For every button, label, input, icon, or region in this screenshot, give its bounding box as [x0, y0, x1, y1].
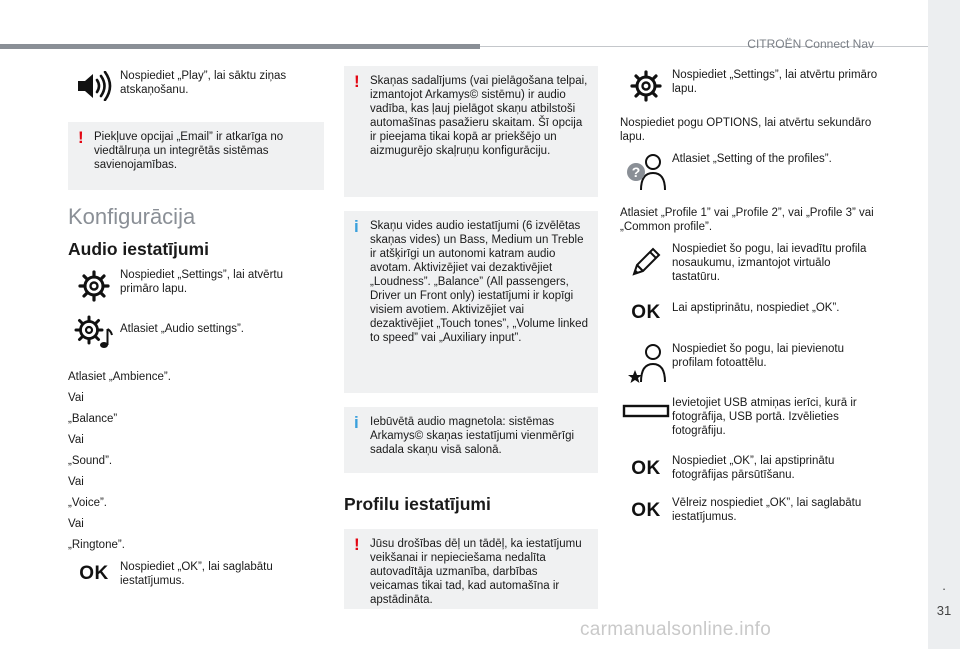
ok-save-text: Nospiediet „OK”, lai saglabātu iestatījumus. — [120, 561, 273, 587]
ok-icon: OK — [631, 302, 661, 323]
audio-settings-row — [68, 312, 324, 356]
ok-photo-row — [620, 454, 878, 496]
arkamys-text: Iebūvētā audio magnetola: sistēmas Arkamys© skaņas iestatījumi vienmērīgi sadala skaņu visā salonā. — [370, 416, 575, 456]
ok-confirm-text: Lai apstiprinātu, nospiediet „OK”. — [672, 302, 840, 314]
speaker-icon — [68, 66, 120, 106]
options-text: Nospiediet pogu OPTIONS, lai atvērtu sekundāro lapu. — [620, 117, 872, 143]
ok-save-again-text: Vēlreiz nospiediet „OK”, lai saglabātu iestatījumus. — [672, 497, 862, 523]
profile-choice-text: Atlasiet „Profile 1” vai „Profile 2”, vai „Profile 3” vai „Common profile”. — [620, 207, 874, 233]
settings-text-2: Nospiediet „Settings”, lai atvērtu primāro lapu. — [672, 69, 878, 95]
or-text-2: Vai — [68, 434, 84, 446]
info-icon: i — [354, 217, 359, 236]
sound-vibes-text: Skaņu vides audio iestatījumi (6 izvēlētas skaņas vides) un Bass, Medium un Treble ir atšķirīgi un autonomi katram audio avotam. Aktivizējiet vai dezaktivējiet „Loudness”. „Balance” (All passengers, Driver un Front only) iestatījumi ir kopīgi visiem avotiem. Aktivizējiet vai dezaktivējiet „Touch tones”, „Volume linked to speed” vai „Auxiliary input”. — [370, 220, 588, 344]
play-text: Nospiediet „Play”, lai sāktu ziņas atskaņošanu. — [120, 70, 287, 96]
profile-question-icon — [620, 152, 672, 192]
photo-text: Nospiediet šo pogu, lai pievienotu profilam fotoattēlu. — [672, 343, 844, 369]
header-bar-dark — [0, 44, 480, 49]
warning-icon: ! — [354, 535, 360, 554]
ok-confirm-row — [620, 298, 878, 340]
ok-photo-text: Nospiediet „OK”, lai apstiprinātu fotogrāfijas pārsūtīšanu. — [672, 455, 835, 481]
sound-vibes-info-box — [344, 211, 598, 393]
profiles-select-row — [620, 152, 878, 196]
play-row — [68, 66, 324, 110]
ok-save-row — [68, 560, 324, 588]
safety-warning-text: Jūsu drošības dēļ un tādēļ, ka iestatījumu veikšanai ir nepieciešama nedalīta autovadītāja uzmanība, darbības veicamas tikai tad, kad automašīna ir apstādināta. — [370, 538, 582, 606]
sound-text: „Sound”. — [68, 455, 113, 467]
ok-save-again-row — [620, 496, 878, 538]
warning-icon: ! — [354, 72, 360, 91]
settings-text: Nospiediet „Settings”, lai atvērtu primāro lapu. — [120, 269, 283, 295]
column-2 — [344, 66, 598, 609]
section-title: Konfigurācija — [68, 204, 196, 229]
usb-bar-icon — [620, 396, 672, 426]
ok-icon: OK — [631, 500, 661, 521]
pencil-icon — [620, 242, 672, 282]
page-dot: . — [942, 578, 946, 593]
profile-star-icon — [620, 340, 672, 386]
audio-settings-text: Atlasiet „Audio settings”. — [120, 323, 245, 335]
email-warning-box — [68, 122, 324, 190]
pencil-row — [620, 242, 878, 298]
voice-text: „Voice”. — [68, 497, 107, 509]
arkamys-info-box — [344, 407, 598, 473]
side-strip — [928, 0, 960, 649]
profiles-select-text: Atlasiet „Setting of the profiles”. — [672, 153, 832, 165]
ringtone-text: „Ringtone”. — [68, 539, 125, 551]
or-text-3: Vai — [68, 476, 84, 488]
svg-text:?: ? — [631, 164, 641, 180]
header-title: CITROËN Connect Nav — [747, 37, 874, 51]
column-3 — [620, 66, 878, 538]
settings-row-2 — [620, 66, 878, 108]
or-text-1: Vai — [68, 392, 84, 404]
info-icon: i — [354, 413, 359, 432]
usb-row — [620, 396, 878, 454]
audio-settings-title: Audio iestatījumi — [68, 239, 209, 259]
or-text-4: Vai — [68, 518, 84, 530]
safety-warning-box — [344, 529, 598, 609]
page-number: 31 — [936, 603, 952, 618]
gear-icon — [68, 266, 120, 306]
ok-icon: OK — [631, 458, 661, 479]
pencil-text: Nospiediet šo pogu, lai ievadītu profila nosaukumu, izmantojot virtuālo tastatūru. — [672, 243, 867, 283]
balance-text: „Balance” — [68, 413, 118, 425]
profiles-settings-title: Profilu iestatījumi — [344, 494, 491, 514]
photo-row — [620, 340, 878, 394]
email-warning-text: Piekļuve opcijai „Email” ir atkarīga no viedtālruņa un integrētās sistēmas savienojamības. — [94, 131, 284, 171]
settings-row — [68, 266, 324, 310]
sound-distribution-text: Skaņas sadalījums (vai pielāgošana telpai, izmantojot Arkamys© sistēmu) ir audio vadība, kas ļauj pielāgot skaņu atbilstoši automašīnas pasažieru skaitam. Šī opcija ir pieejama tikai kopā ar priekšējo un aizmugurējo skaļruņu konfigurāciju. — [370, 75, 588, 157]
watermark: carmanualsonline.info — [580, 619, 772, 640]
sound-distribution-warning-box — [344, 66, 598, 197]
column-1 — [68, 66, 324, 588]
gear-music-note-icon — [68, 312, 120, 352]
warning-icon: ! — [78, 128, 84, 147]
ok-icon: OK — [79, 563, 109, 584]
usb-text: Ievietojiet USB atmiņas ierīci, kurā ir fotogrāfija, USB portā. Izvēlieties fotogrāfiju. — [672, 397, 857, 437]
gear-icon — [620, 66, 672, 106]
ambience-text: Atlasiet „Ambience”. — [68, 371, 171, 383]
